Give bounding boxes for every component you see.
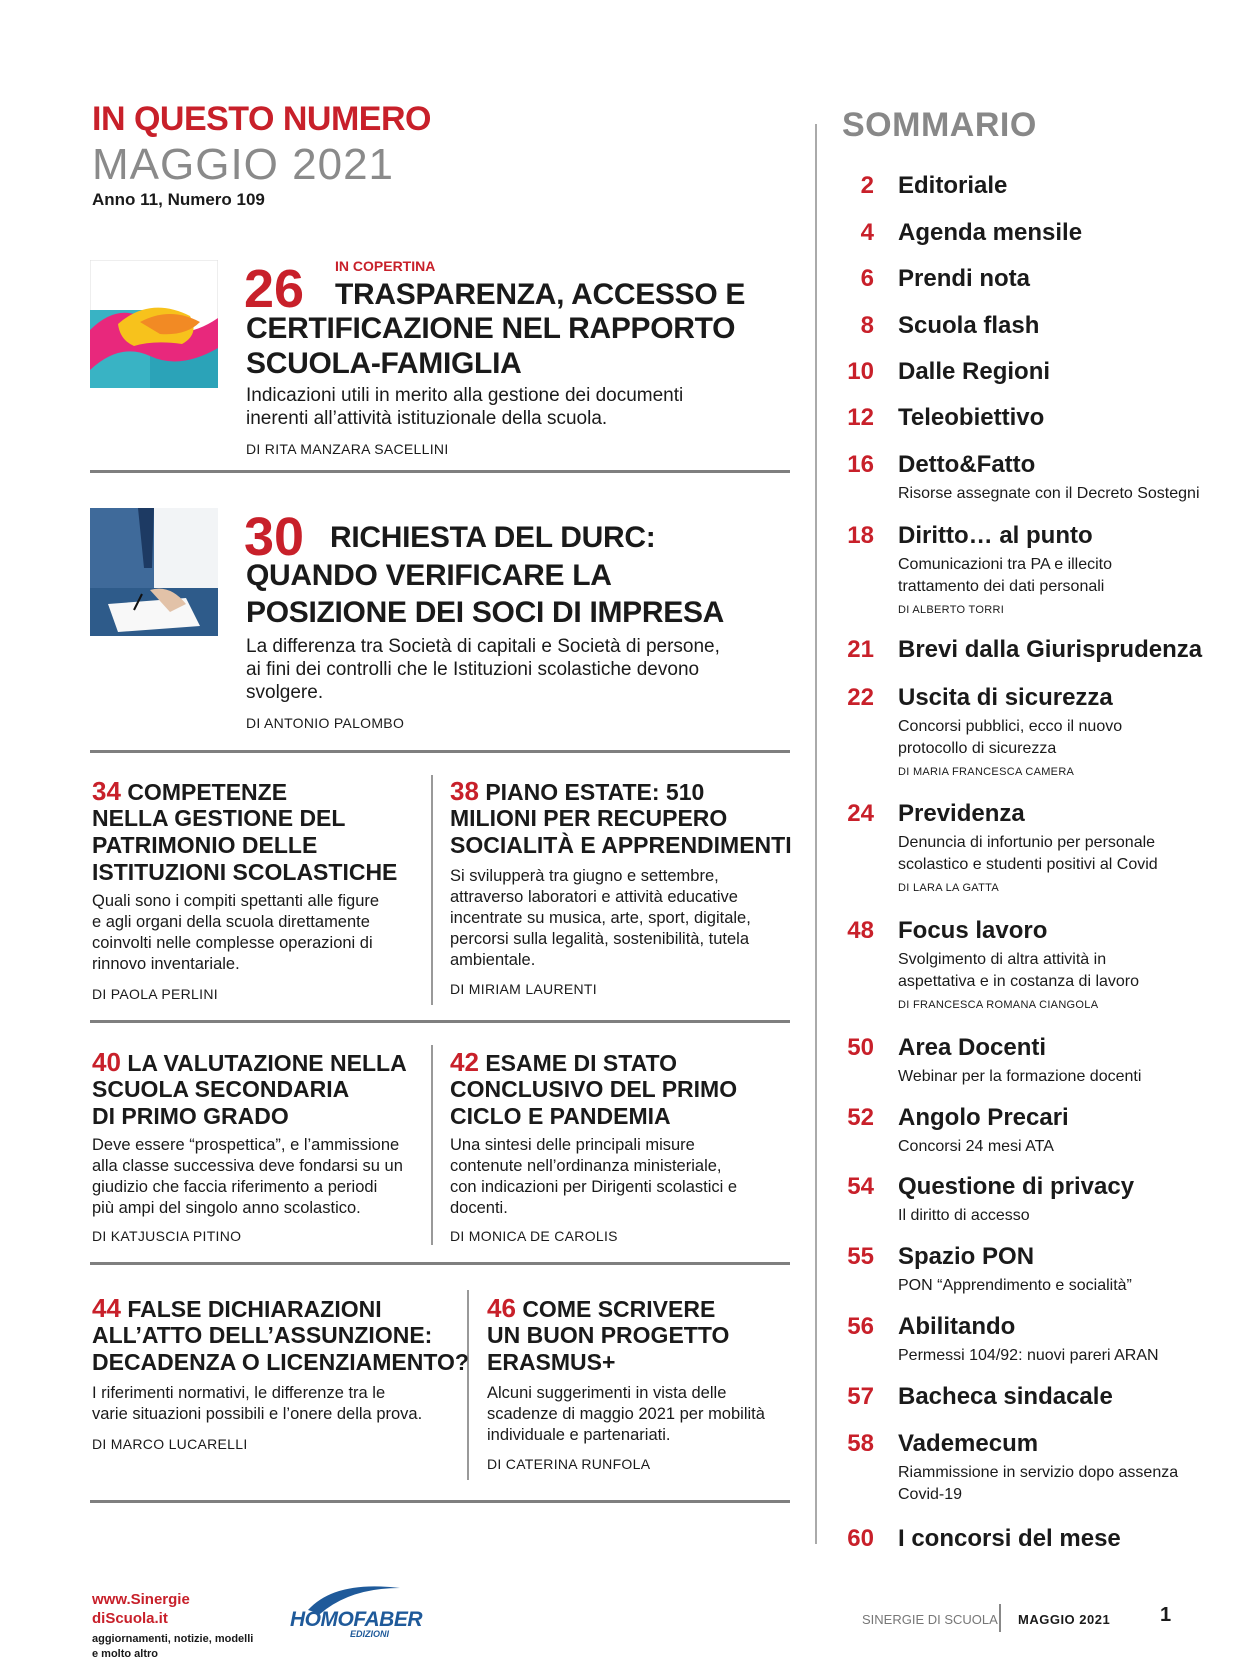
article-title-line: SOCIALITÀ E APPRENDIMENTI (450, 832, 792, 858)
article-page: 34 (92, 776, 121, 806)
article-author: DI CATERINA RUNFOLA (487, 1456, 651, 1472)
article-body: con indicazioni per Dirigenti scolastici e (450, 1178, 738, 1196)
article-author: DI KATJUSCIA PITINO (92, 1228, 242, 1244)
article-title-line: NELLA GESTIONE DEL (92, 805, 346, 831)
article-page: 38 (450, 776, 479, 806)
article-body: incentrate su musica, arte, sport, digitale, (450, 909, 751, 927)
featured-body: inerenti all’attività istituzionale della scuola. (246, 408, 608, 429)
article-title-line: MILIONI PER RECUPERO (450, 805, 728, 831)
article-author: DI PAOLA PERLINI (92, 986, 218, 1002)
article-body: individuale e partenariati. (487, 1426, 671, 1444)
article-page: 46 (487, 1293, 516, 1323)
column-divider (467, 1290, 469, 1480)
featured-body: Indicazioni utili in merito alla gestione dei documenti (246, 385, 684, 406)
divider (90, 1500, 790, 1503)
durc-story-image (90, 508, 218, 636)
article-body: giudizio che faccia riferimento a periodi (92, 1178, 378, 1196)
page-number: 1 (1160, 1604, 1172, 1626)
article-title-line: ISTITUZIONI SCOLASTICHE (92, 859, 398, 885)
article-page: 40 (92, 1047, 121, 1077)
article-title-line: CONCLUSIVO DEL PRIMO (450, 1076, 738, 1102)
article-title-line: UN BUON PROGETTO (487, 1322, 730, 1348)
column-divider (431, 775, 433, 1005)
article-body: Una sintesi delle principali misure (450, 1136, 695, 1154)
article-title: 44 FALSE DICHIARAZIONI (92, 1293, 382, 1323)
featured-page-26: 26 (244, 259, 305, 319)
article-body: e agli organi della scuola direttamente (92, 913, 370, 931)
featured-title-line: RICHIESTA DEL DURC: (330, 521, 656, 554)
article-body: rinnovo inventariale. (92, 955, 240, 973)
article-body: alla classe successiva deve fondarsi su un (92, 1157, 403, 1175)
featured-title-line: TRASPARENZA, ACCESSO E (335, 278, 746, 311)
featured-title-line: SCUOLA-FAMIGLIA (246, 347, 522, 380)
article-body: I riferimenti normativi, le differenze tra le (92, 1384, 386, 1402)
sommario-divider (815, 124, 817, 1544)
article-body: percorsi sulla legalità, sostenibilità, tutela (450, 930, 749, 948)
article-body: contenute nell’ordinanza ministeriale, (450, 1157, 722, 1175)
column-divider (431, 1045, 433, 1245)
article-body: Quali sono i compiti spettanti alle figure (92, 892, 380, 910)
article-author: DI MARCO LUCARELLI (92, 1436, 248, 1452)
featured-title-line: CERTIFICAZIONE NEL RAPPORTO (246, 312, 736, 345)
article-body: attraverso laboratori e attività educative (450, 888, 738, 906)
featured-title-line: QUANDO VERIFICARE LA (246, 559, 612, 592)
cover-story-image (90, 260, 218, 388)
article-body: scadenze di maggio 2021 per mobilità (487, 1405, 765, 1423)
footer-month: MAGGIO 2021 (1018, 1612, 1111, 1627)
article-body: Deve essere “prospettica”, e l’ammissione (92, 1136, 400, 1154)
article-body: Alcuni suggerimenti in vista delle (487, 1384, 727, 1402)
article-title: 46 COME SCRIVERE (487, 1293, 716, 1323)
article-title-line: PATRIMONIO DELLE (92, 832, 318, 858)
cover-label: IN COPERTINA (335, 258, 436, 274)
article-title: 40 LA VALUTAZIONE NELLA (92, 1047, 407, 1077)
issue-month: MAGGIO 2021 (92, 140, 395, 189)
article-body: coinvolti nelle complesse operazioni di (92, 934, 373, 952)
featured-author: DI RITA MANZARA SACELLINI (246, 441, 449, 457)
divider (90, 750, 790, 753)
article-body: varie situazioni possibili e l’onere della prova. (92, 1405, 423, 1423)
article-title-line: ALL’ATTO DELL’ASSUNZIONE: (92, 1322, 433, 1348)
featured-body: svolgere. (246, 682, 324, 703)
featured-body: La differenza tra Società di capitali e Società di persone, (246, 636, 720, 657)
article-page: 42 (450, 1047, 479, 1077)
divider (90, 1020, 790, 1023)
issue-number: Anno 11, Numero 109 (92, 190, 265, 209)
featured-title-line: POSIZIONE DEI SOCI DI IMPRESA (246, 596, 725, 629)
article-body: più ampi del singolo anno scolastico. (92, 1199, 361, 1217)
website-link[interactable]: www.Sinergie diScuola.it (92, 1591, 190, 1627)
article-author: DI MIRIAM LAURENTI (450, 981, 597, 997)
footer-separator (999, 1604, 1001, 1632)
article-title-line: DI PRIMO GRADO (92, 1103, 289, 1129)
featured-author: DI ANTONIO PALOMBO (246, 715, 405, 731)
article-body: Si svilupperà tra giugno e settembre, (450, 867, 719, 885)
article-page: 44 (92, 1293, 121, 1323)
article-title: 34 COMPETENZE (92, 776, 288, 806)
article-title-line: ERASMUS+ (487, 1349, 616, 1375)
divider (90, 470, 790, 473)
article-title-line: DECADENZA O LICENZIAMENTO? (92, 1349, 469, 1375)
website-tagline: aggiornamenti, notizie, modelli e molto altro (92, 1633, 254, 1660)
footer-magazine: SINERGIE DI SCUOLA (862, 1612, 998, 1627)
article-author: DI MONICA DE CAROLIS (450, 1228, 618, 1244)
article-title: 38 PIANO ESTATE: 510 (450, 776, 705, 806)
divider (90, 1262, 790, 1265)
article-title: 42 ESAME DI STATO (450, 1047, 677, 1077)
article-body: ambientale. (450, 951, 536, 969)
kicker: IN QUESTO NUMERO (92, 100, 431, 138)
article-title-line: CICLO E PANDEMIA (450, 1103, 671, 1129)
article-body: docenti. (450, 1199, 508, 1217)
featured-body: ai fini dei controlli che le Istituzioni scolastiche devono (246, 659, 700, 680)
featured-page-30: 30 (244, 507, 305, 567)
publisher-logo: HOMOFABER EDIZIONI (290, 1580, 420, 1642)
sommario-title: SOMMARIO (842, 106, 1037, 144)
article-title-line: SCUOLA SECONDARIA (92, 1076, 350, 1102)
